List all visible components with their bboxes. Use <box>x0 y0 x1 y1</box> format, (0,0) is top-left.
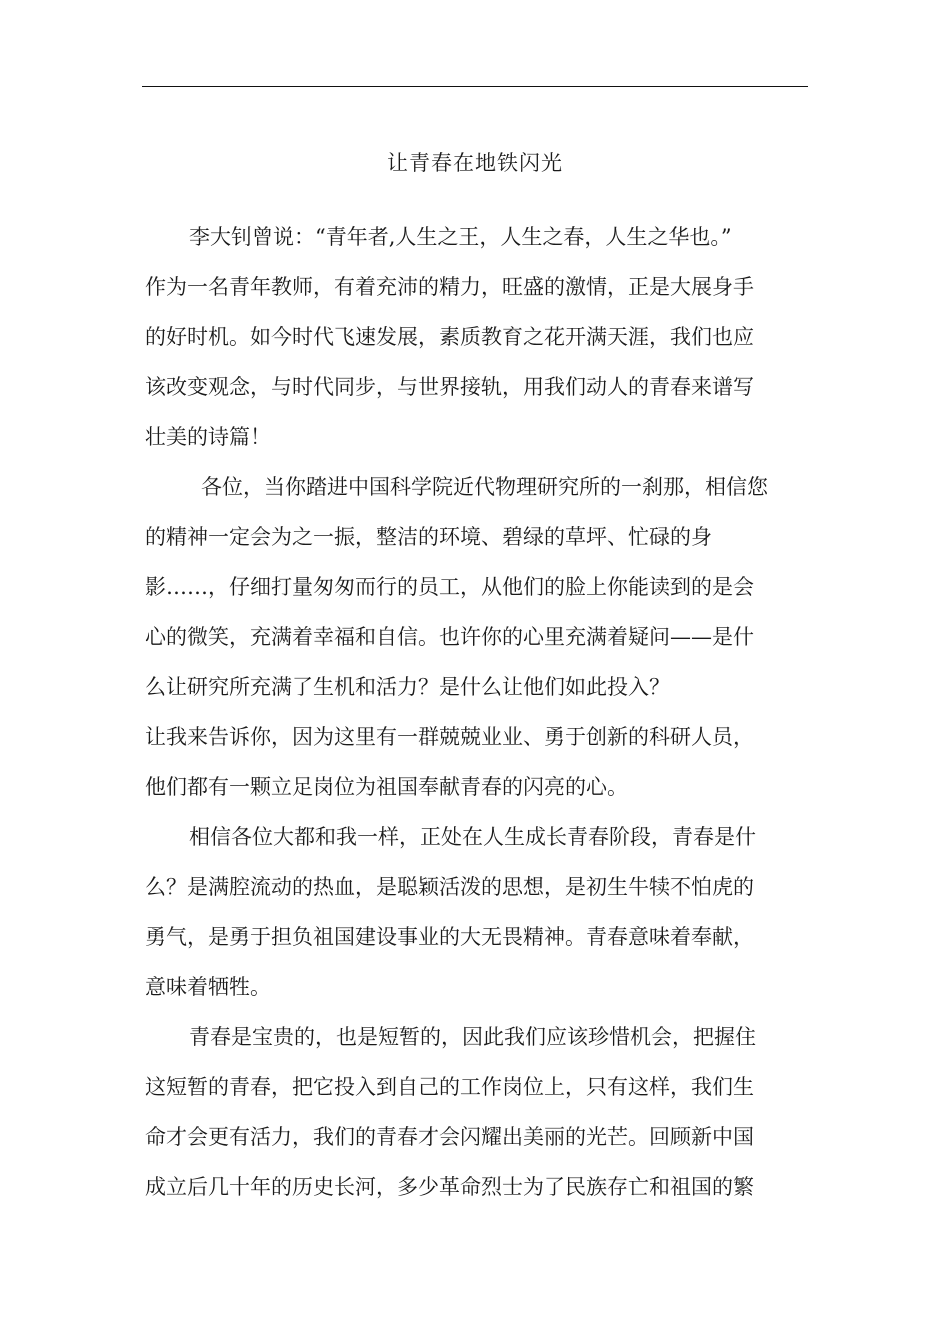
body-text-line: 么让研究所充满了生机和活力？是什么让他们如此投入？ <box>145 675 670 699</box>
body-text-line: 的好时机。如今时代飞速发展，素质教育之花开满天涯，我们也应 <box>145 325 754 349</box>
body-text-line: 的精神一定会为之一振，整洁的环境、碧绿的草坪、忙碌的身 <box>145 525 712 549</box>
body-text-line: 这短暂的青春，把它投入到自己的工作岗位上，只有这样，我们生 <box>145 1075 754 1099</box>
body-text-line: 勇气，是勇于担负祖国建设事业的大无畏精神。青春意味着奉献， <box>145 925 754 949</box>
body-text-line: 该改变观念，与时代同步，与世界接轨，用我们动人的青春来谱写 <box>145 375 754 399</box>
body-text-line: 李大钊曾说：“青年者,人生之王，人生之春，人生之华也。” <box>189 225 732 249</box>
body-text-line: 么？是满腔流动的热血，是聪颖活泼的思想，是初生牛犊不怕虎的 <box>145 875 754 899</box>
body-text-line: 意味着牺牲。 <box>145 975 271 999</box>
body-text-line: 壮美的诗篇！ <box>145 425 271 449</box>
body-text-line: 让我来告诉你，因为这里有一群兢兢业业、勇于创新的科研人员， <box>145 725 754 749</box>
body-text-line: 成立后几十年的历史长河，多少革命烈士为了民族存亡和祖国的繁 <box>145 1175 754 1199</box>
body-text-line: 各位，当你踏进中国科学院近代物理研究所的一刹那，相信您 <box>201 475 768 499</box>
body-text-line: 作为一名青年教师，有着充沛的精力，旺盛的激情，正是大展身手 <box>145 275 754 299</box>
body-text-line: 相信各位大都和我一样，正处在人生成长青春阶段，青春是什 <box>189 825 756 849</box>
body-text-line: 命才会更有活力，我们的青春才会闪耀出美丽的光芒。回顾新中国 <box>145 1125 754 1149</box>
body-text-line: 影……，仔细打量匆匆而行的员工，从他们的脸上你能读到的是会 <box>145 575 754 599</box>
body-text-line: 他们都有一颗立足岗位为祖国奉献青春的闪亮的心。 <box>145 775 628 799</box>
header-rule <box>142 86 808 87</box>
document-body <box>145 212 810 1212</box>
body-text-line: 青春是宝贵的，也是短暂的，因此我们应该珍惜机会，把握住 <box>189 1025 756 1049</box>
body-text-line: 心的微笑，充满着幸福和自信。也许你的心里充满着疑问——是什 <box>145 625 754 649</box>
document-title: 让青春在地铁闪光 <box>387 151 563 175</box>
